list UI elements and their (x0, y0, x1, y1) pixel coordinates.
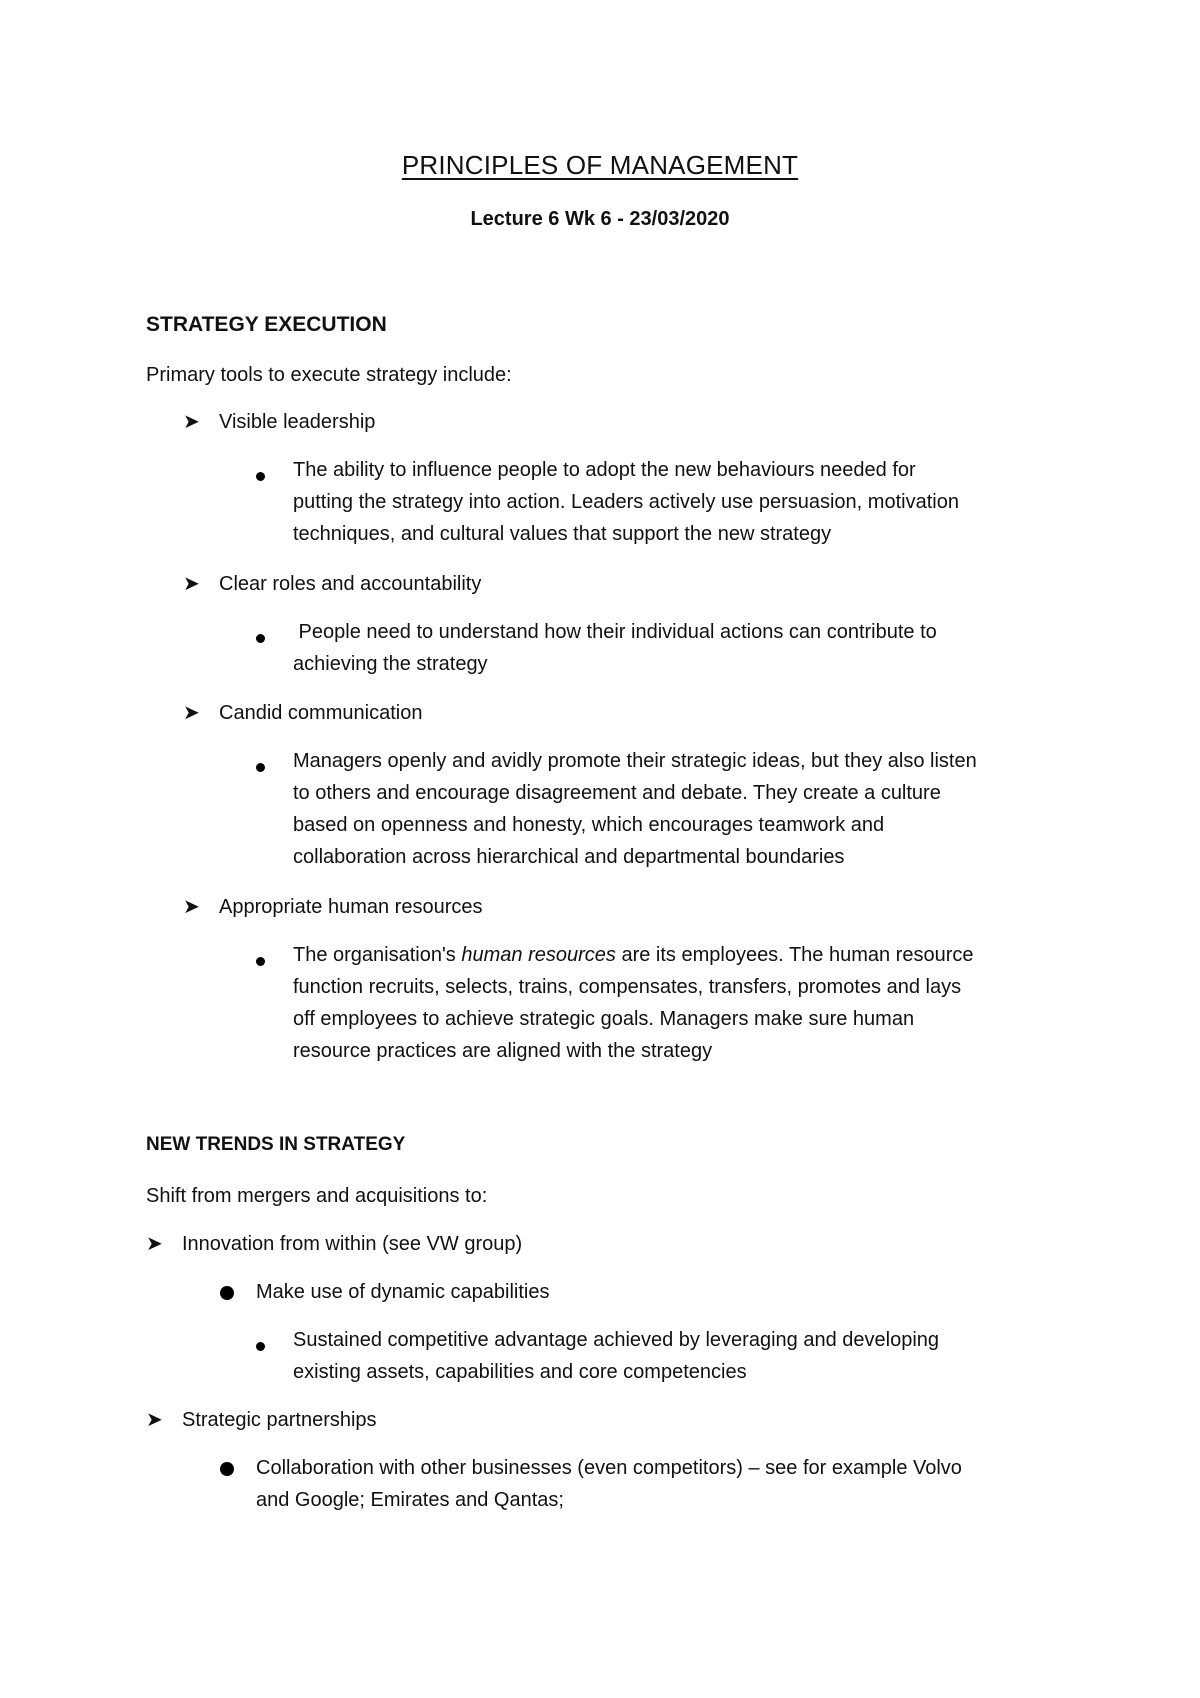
list-item-description: Sustained competitive advantage achieved by leveraging and developing existing assets, capabilities and core competencies (293, 1329, 940, 1383)
list-item-label: Strategic partnerships (182, 1409, 377, 1431)
bullet-dot-icon (256, 634, 265, 643)
arrow-bullet-icon: ➤ (183, 411, 200, 433)
list-item-description: The ability to influence people to adopt the new behaviours needed for putting the strategy into action. Leaders actively use persuasion, motivation techniques, and cultural values that support the new strategy (293, 459, 959, 545)
sub-item-label: Make use of dynamic capabilities (256, 1281, 550, 1303)
list-item-description: The organisation's human resources are its employees. The human resource function recruits, selects, trains, compensates, transfers, promotes and lays off employees to achieve strategic goals. Managers make sure human resource practices are aligned with the strategy (293, 944, 974, 1062)
list-item-label: Clear roles and accountability (219, 573, 482, 595)
section-heading-strategy-execution: STRATEGY EXECUTION (146, 313, 387, 336)
bullet-dot-icon (220, 1462, 234, 1476)
page-title: PRINCIPLES OF MANAGEMENT (401, 150, 799, 180)
arrow-bullet-icon: ➤ (183, 896, 200, 918)
section-intro: Primary tools to execute strategy include: (146, 364, 512, 386)
list-item-label: Candid communication (219, 702, 423, 724)
bullet-dot-icon (256, 957, 265, 966)
list-item-label: Innovation from within (see VW group) (182, 1233, 523, 1255)
list-item-description: People need to understand how their individual actions can contribute to achieving the strategy (293, 621, 937, 675)
list-item-description: Collaboration with other businesses (even competitors) – see for example Volvo and Google; Emirates and Qantas; (256, 1457, 962, 1511)
section-intro: Shift from mergers and acquisitions to: (146, 1185, 488, 1207)
list-item-label: Appropriate human resources (219, 896, 483, 918)
bullet-dot-icon (220, 1286, 234, 1300)
arrow-bullet-icon: ➤ (183, 573, 200, 595)
arrow-bullet-icon: ➤ (183, 702, 200, 724)
bullet-dot-icon (256, 763, 265, 772)
bullet-dot-icon (256, 472, 265, 481)
list-item-label: Visible leadership (219, 411, 376, 433)
list-item-description: Managers openly and avidly promote their strategic ideas, but they also listen to others and encourage disagreement and debate. They create a culture based on openness and honesty, which encourages teamwork and collaboration across hierarchical and departmental boundaries (293, 750, 977, 868)
arrow-bullet-icon: ➤ (146, 1233, 163, 1255)
bullet-dot-icon (256, 1342, 265, 1351)
arrow-bullet-icon: ➤ (146, 1409, 163, 1431)
section-heading-new-trends: NEW TRENDS IN STRATEGY (146, 1134, 406, 1155)
page-subtitle: Lecture 6 Wk 6 - 23/03/2020 (470, 208, 730, 230)
